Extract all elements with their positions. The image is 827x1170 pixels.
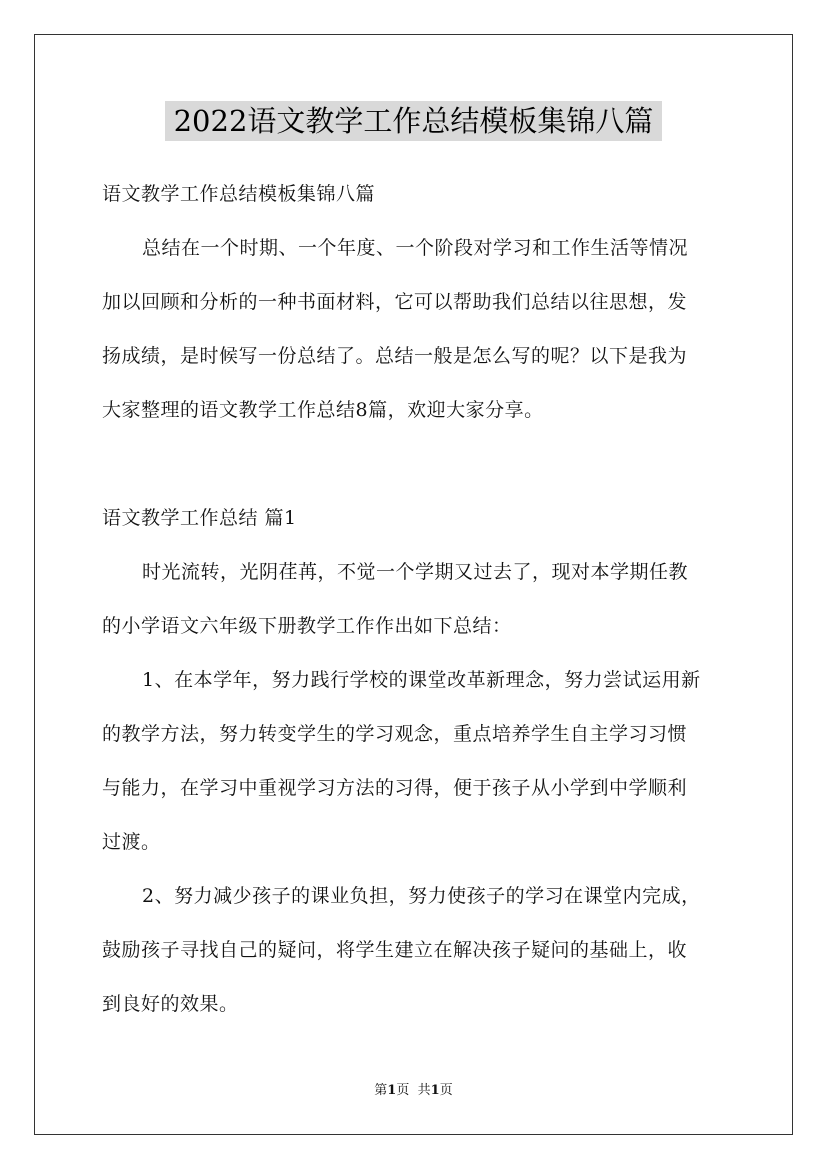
body-line: 2、努力减少孩子的课业负担，努力使孩子的学习在课堂内完成， bbox=[142, 885, 701, 907]
intro-line-3: 扬成绩，是时候写一份总结了。总结一般是怎么写的呢？以下是我为 bbox=[102, 345, 688, 367]
footer-prefix: 第 bbox=[374, 1083, 388, 1098]
intro-line-1: 总结在一个时期、一个年度、一个阶段对学习和工作生活等情况 bbox=[142, 237, 689, 259]
body-line: 1、在本学年，努力践行学校的课堂改革新理念，努力尝试运用新 bbox=[142, 669, 701, 691]
footer-total-number: 1 bbox=[430, 1083, 440, 1098]
body-line: 到良好的效果。 bbox=[102, 993, 239, 1015]
body-line: 的教学方法，努力转变学生的学习观念，重点培养学生自主学习习惯 bbox=[102, 723, 688, 745]
intro-line-2: 加以回顾和分析的一种书面材料，它可以帮助我们总结以往思想，发 bbox=[102, 291, 688, 313]
footer-total-prefix: 共 bbox=[417, 1083, 431, 1098]
body-line: 时光流转，光阴荏苒，不觉一个学期又过去了，现对本学期任教 bbox=[142, 561, 689, 583]
footer-page-suffix: 页 bbox=[396, 1083, 410, 1098]
document-title: 2022语文教学工作总结模板集锦八篇 bbox=[165, 101, 662, 141]
body-line: 的小学语文六年级下册教学工作作出如下总结： bbox=[102, 615, 512, 637]
footer-page-number: 1 bbox=[387, 1083, 397, 1098]
intro-line-4: 大家整理的语文教学工作总结8篇，欢迎大家分享。 bbox=[102, 399, 544, 421]
section-heading: 语文教学工作总结 篇1 bbox=[102, 507, 297, 529]
body-line: 鼓励孩子寻找自己的疑问，将学生建立在解决孩子疑问的基础上，收 bbox=[102, 939, 688, 961]
body-line: 过渡。 bbox=[102, 831, 161, 853]
footer-total-suffix: 页 bbox=[439, 1083, 453, 1098]
subtitle-line: 语文教学工作总结模板集锦八篇 bbox=[102, 183, 376, 205]
page-footer bbox=[0, 1082, 827, 1100]
body-line: 与能力，在学习中重视学习方法的习得，便于孩子从小学到中学顺利 bbox=[102, 777, 688, 799]
